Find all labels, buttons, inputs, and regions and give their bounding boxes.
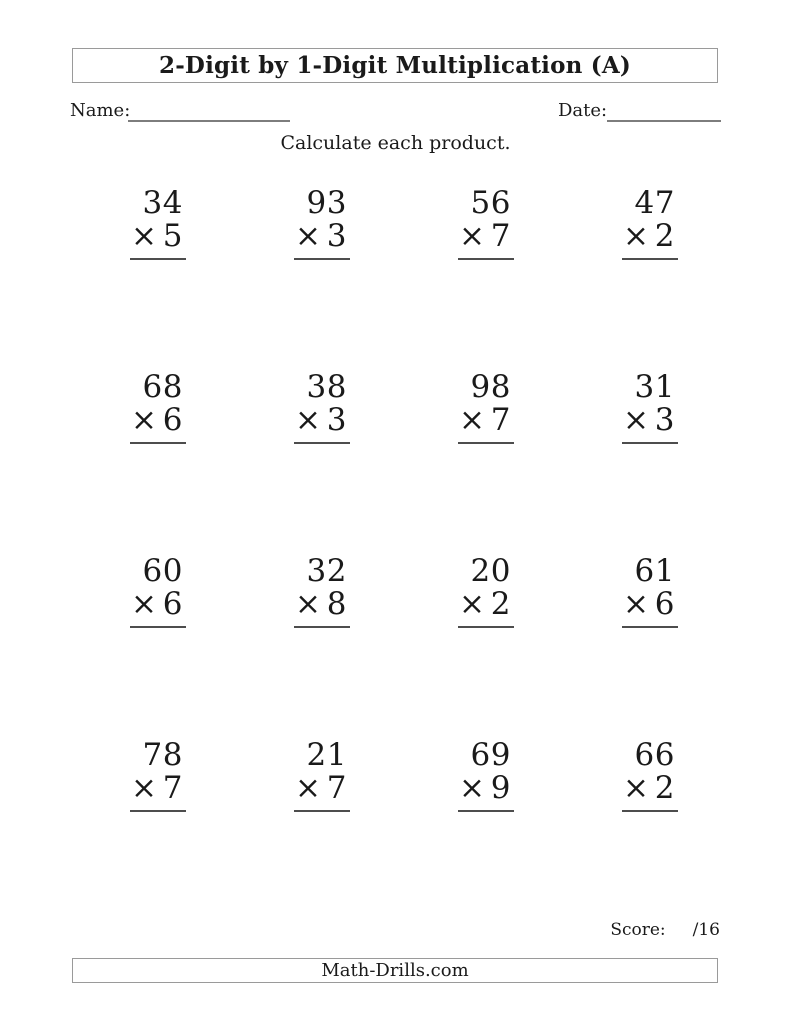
multiplicand: 31 <box>634 369 675 405</box>
footer-box <box>72 958 718 983</box>
problem-32x8 <box>294 555 350 662</box>
answer-space[interactable] <box>458 812 514 846</box>
date-input-line[interactable] <box>607 120 721 122</box>
answer-space[interactable] <box>622 260 678 294</box>
operation-row <box>294 772 350 805</box>
problem-69x9 <box>458 739 514 846</box>
multiply-sign: × <box>459 586 485 622</box>
multiplicand: 69 <box>470 737 511 773</box>
operation-row <box>130 220 186 253</box>
title-box <box>72 48 718 83</box>
answer-space[interactable] <box>622 628 678 662</box>
multiplier: 5 <box>162 218 183 254</box>
operation-row <box>458 220 514 253</box>
operation-row <box>622 404 678 437</box>
answer-space[interactable] <box>458 260 514 294</box>
multiplier: 6 <box>162 402 183 438</box>
multiply-sign: × <box>459 218 485 254</box>
multiply-sign: × <box>459 770 485 806</box>
score-row <box>610 920 720 940</box>
multiply-sign: × <box>131 586 157 622</box>
problems-grid <box>76 187 732 923</box>
multiply-sign: × <box>459 402 485 438</box>
operation-row <box>458 772 514 805</box>
answer-space[interactable] <box>130 444 186 478</box>
problem-61x6 <box>622 555 678 662</box>
multiplier: 6 <box>162 586 183 622</box>
problem-93x3 <box>294 187 350 294</box>
problem-66x2 <box>622 739 678 846</box>
multiplier: 7 <box>490 218 511 254</box>
multiplicand: 38 <box>306 369 347 405</box>
multiplier: 9 <box>490 770 511 806</box>
footer-brand: Math-Drills.com <box>321 960 469 981</box>
answer-space[interactable] <box>130 628 186 662</box>
answer-space[interactable] <box>294 260 350 294</box>
operation-row <box>294 220 350 253</box>
answer-space[interactable] <box>130 260 186 294</box>
answer-space[interactable] <box>294 444 350 478</box>
answer-space[interactable] <box>622 444 678 478</box>
answer-space[interactable] <box>294 628 350 662</box>
operation-row <box>294 404 350 437</box>
answer-space[interactable] <box>458 444 514 478</box>
multiplicand: 32 <box>306 553 347 589</box>
multiplicand: 61 <box>634 553 675 589</box>
multiplier: 8 <box>326 586 347 622</box>
multiply-sign: × <box>623 218 649 254</box>
multiply-sign: × <box>295 770 321 806</box>
problem-34x5 <box>130 187 186 294</box>
multiplicand: 20 <box>470 553 511 589</box>
multiplicand: 56 <box>470 185 511 221</box>
multiplier: 3 <box>326 402 347 438</box>
multiplicand: 93 <box>306 185 347 221</box>
problem-47x2 <box>622 187 678 294</box>
multiplicand: 68 <box>142 369 183 405</box>
multiplicand: 47 <box>634 185 675 221</box>
problem-38x3 <box>294 371 350 478</box>
multiplier: 2 <box>654 218 675 254</box>
problem-68x6 <box>130 371 186 478</box>
operation-row <box>458 588 514 621</box>
multiply-sign: × <box>295 586 321 622</box>
multiplier: 3 <box>654 402 675 438</box>
problem-78x7 <box>130 739 186 846</box>
multiply-sign: × <box>131 770 157 806</box>
worksheet-title: 2-Digit by 1-Digit Multiplication (A) <box>158 52 631 79</box>
multiplier: 7 <box>490 402 511 438</box>
multiply-sign: × <box>623 586 649 622</box>
score-label: Score: <box>610 920 666 940</box>
instruction-text: Calculate each product. <box>280 132 511 154</box>
multiply-sign: × <box>623 770 649 806</box>
operation-row <box>130 404 186 437</box>
multiplicand: 21 <box>306 737 347 773</box>
multiplier: 6 <box>654 586 675 622</box>
answer-space[interactable] <box>622 812 678 846</box>
name-label: Name: <box>70 100 131 121</box>
multiply-sign: × <box>623 402 649 438</box>
multiply-sign: × <box>131 402 157 438</box>
operation-row <box>294 588 350 621</box>
problem-31x3 <box>622 371 678 478</box>
multiplicand: 66 <box>634 737 675 773</box>
problem-56x7 <box>458 187 514 294</box>
operation-row <box>622 772 678 805</box>
operation-row <box>622 588 678 621</box>
multiplier: 2 <box>654 770 675 806</box>
problem-20x2 <box>458 555 514 662</box>
answer-space[interactable] <box>294 812 350 846</box>
multiplier: 3 <box>326 218 347 254</box>
problem-60x6 <box>130 555 186 662</box>
problem-98x7 <box>458 371 514 478</box>
answer-space[interactable] <box>458 628 514 662</box>
date-label: Date: <box>558 100 608 121</box>
multiplier: 7 <box>162 770 183 806</box>
problem-21x7 <box>294 739 350 846</box>
answer-space[interactable] <box>130 812 186 846</box>
operation-row <box>622 220 678 253</box>
multiply-sign: × <box>295 402 321 438</box>
score-value[interactable]: /16 <box>692 920 720 940</box>
multiplicand: 78 <box>142 737 183 773</box>
name-input-line[interactable] <box>128 120 290 122</box>
multiply-sign: × <box>131 218 157 254</box>
multiplicand: 98 <box>470 369 511 405</box>
multiplicand: 60 <box>142 553 183 589</box>
multiplier: 2 <box>490 586 511 622</box>
multiplier: 7 <box>326 770 347 806</box>
multiplicand: 34 <box>142 185 183 221</box>
multiply-sign: × <box>295 218 321 254</box>
operation-row <box>130 772 186 805</box>
operation-row <box>130 588 186 621</box>
operation-row <box>458 404 514 437</box>
